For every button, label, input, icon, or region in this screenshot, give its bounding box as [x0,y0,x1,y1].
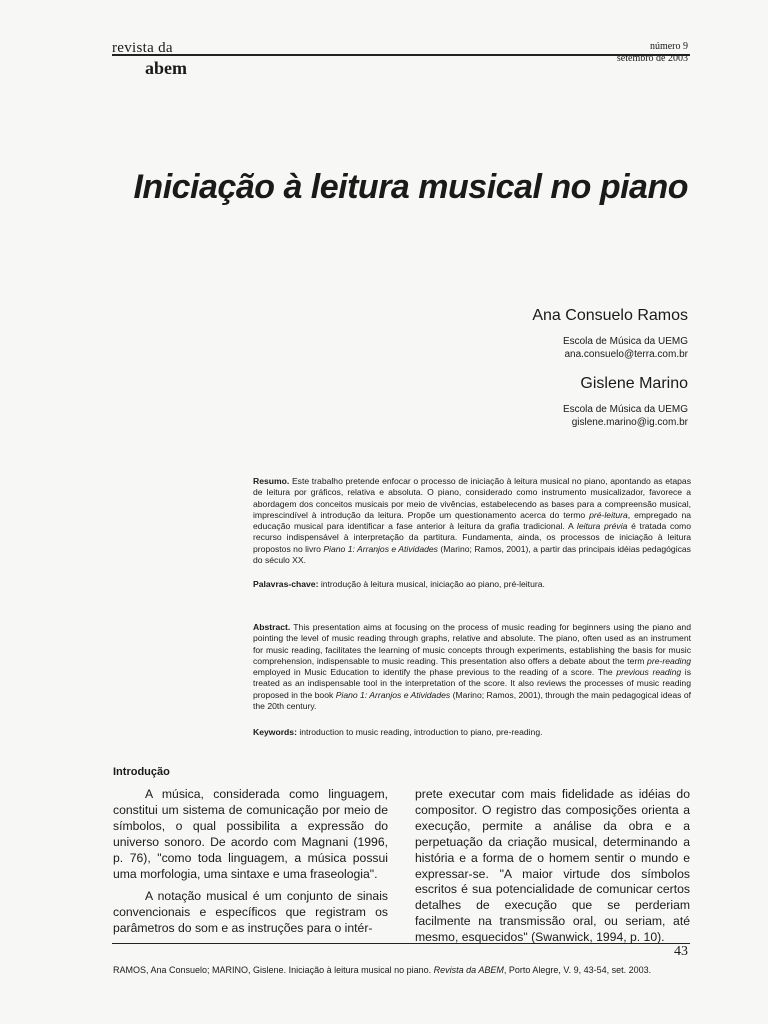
journal-name-line1: revista da [112,40,173,56]
issue-number: número 9 [649,41,688,52]
resumo-term: leitura prévia [576,521,628,532]
abstract-paragraph [253,622,691,712]
abstract-text: (Marino; Ramos, 2001), through the main pedagogical ideas of the 20th century. [253,689,692,712]
article-title: Iniciação à leitura musical no piano [133,168,688,206]
body-paragraph: A notação musical é um conjunto de sinais convencionais e específicos que registram os parâmetros do som e as instruções para o intér- [113,889,388,936]
page-number: 43 [674,944,688,959]
keywords-text: introduction to music reading, introduction to piano, pre-reading. [296,727,543,737]
abstract-text: employed in Music Education to identify the phase previous to the reading of a score. The [253,667,617,678]
section-heading: Introdução [113,766,170,778]
abstract-term: previous reading [616,667,682,678]
author-2 [563,373,688,429]
keywords-label: Keywords: [253,727,297,737]
citation [113,965,693,977]
resumo-text: Este trabalho pretende enfocar o processo de iniciação à leitura musical no piano, apontando as etapas de leitura por gráficos, relativa e absoluta. O piano, considerado como instrumento musicalizador, favorece a abordagem dos conceitos musicais por meio de vivências, estabelecendo as bases para a compreensão musical, imprescindível à introdução da leitura. Propõe um questionamento acerca do termo [253,476,691,520]
abstract-label: Abstract. [253,622,291,632]
author-name: Ana Consuelo Ramos [532,307,688,324]
resumo-term: pré-leitura [589,509,628,520]
issue-date: setembro de 2003 [616,53,688,64]
abstract-term: pre-reading [647,655,691,666]
journal-name-line2: abem [145,58,187,78]
palavras-chave-text: introdução à leitura musical, iniciação ao piano, pré-leitura. [318,579,545,589]
abstract-text: is treated as an indispensable tool in the interpretation of the score. It also reviews the processes of music reading proposed in the book [253,667,692,700]
resumo-label: Resumo. [253,476,290,486]
abstract-text: This presentation aims at focusing on the process of music reading for beginners using the piano and pointing the level of music reading through graphs, relative and absolute. The piano, often used as an instrument for music reading, facilitates the learning of music concepts through experiments, establishing the basis for music comprehension, indispensable to music reading. This presentation also offers a debate about the term [253,622,691,666]
abstract-book-title: Piano 1: Arranjos e Atividades [335,689,451,700]
author-email: gislene.marino@ig.com.br [571,417,688,428]
resumo-paragraph [253,476,691,566]
author-affiliation: Escola de Música da UEMG [562,336,688,347]
keywords [253,727,691,738]
author-name: Gislene Marino [580,375,688,392]
author-email: ana.consuelo@terra.com.br [564,349,688,360]
resumo-text: (Marino; Ramos, 2001), a partir das principais idéias pedagógicas do século XX. [253,543,691,566]
citation-text: RAMOS, Ana Consuelo; MARINO, Gislene. Iniciação à leitura musical no piano. [113,965,434,975]
author-1 [532,305,688,361]
body-paragraph: prete executar com mais fidelidade as idéias do compositor. O registro das composições orienta a execução, permite a análise da obra e a perpetuação da criação musical, determinando a história e a forma de o homem sentir o mundo e expressar-se. "A maior virtude dos símbolos escritos é sua potencialidade de comunicar certos detalhes de execução que se perderiam facilmente na transmissão oral, ou seriam, até mesmo, esquecidos" (Swanwick, 1994, p. 10). [415,787,690,945]
palavras-chave-label: Palavras-chave: [253,579,319,589]
author-affiliation: Escola de Música da UEMG [562,404,688,415]
body-column-right [415,787,690,953]
body-column-left [113,787,388,944]
citation-journal: Revista da ABEM [433,965,504,975]
footer-rule [112,943,690,944]
palavras-chave [253,579,691,590]
header-rule [112,54,690,56]
resumo-text: , empregado na educação musical para identificar a fase anterior à leitura da grafia tradicional. A [253,509,691,532]
body-paragraph: A música, considerada como linguagem, constitui um sistema de comunicação por meio de símbolos, o qual possibilita a expressão do universo sonoro. De acordo com Magnani (1996, p. 76), "como toda linguagem, a música possui uma morfologia, uma sintaxe e uma fraseologia". [113,787,388,881]
citation-text: , Porto Alegre, V. 9, 43-54, set. 2003. [503,965,652,975]
issue-info [617,41,688,65]
resumo-text: é tratada como recurso indispensável à interpretação da partitura. Fundamenta, ainda, os processos de iniciação à leitura propostos no livro [253,521,691,554]
resumo-book-title: Piano 1: Arranjos e Atividades [323,543,438,554]
